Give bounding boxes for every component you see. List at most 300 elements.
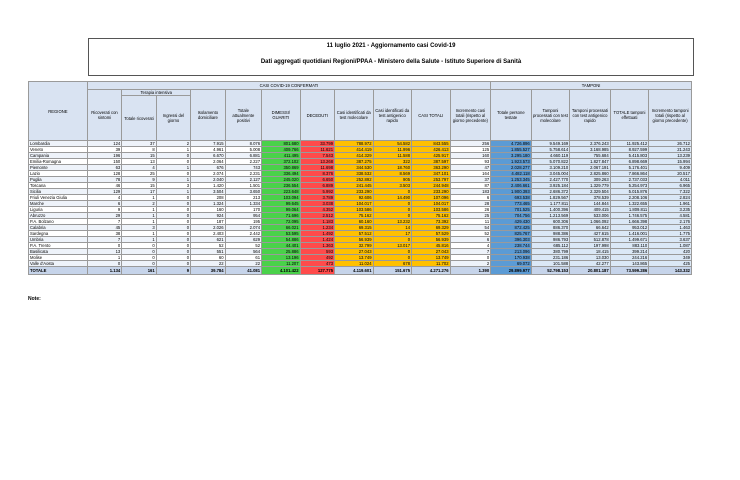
- table-cell: 2: [156, 141, 190, 147]
- table-cell: 7: [450, 249, 491, 255]
- totals-cell: 9: [156, 267, 190, 275]
- table-cell: 2.067.191: [570, 165, 611, 171]
- table-cell: 2.512: [300, 213, 334, 219]
- table-cell: 1.746.575: [610, 213, 649, 219]
- table-cell: 1: [156, 177, 190, 183]
- table-cell: 22: [191, 261, 225, 267]
- table-cell: 72.095: [262, 219, 301, 225]
- table-cell: 0: [156, 249, 190, 255]
- table-cell: 704.756: [491, 213, 532, 219]
- table-cell: 387.275: [335, 159, 374, 165]
- region-name: Sardegna: [29, 231, 88, 237]
- table-cell: 1: [122, 219, 156, 225]
- col-deceduti: DECEDUTI: [300, 90, 334, 141]
- group-header-row: [29, 82, 692, 90]
- table-cell: 905: [373, 177, 412, 183]
- table-cell: 15: [122, 183, 156, 189]
- table-cell: 0: [156, 213, 190, 219]
- table-cell: 196: [87, 153, 121, 159]
- table-cell: 11.698: [300, 165, 334, 171]
- table-cell: 883.110: [610, 243, 649, 249]
- col-incremento-casi: Incremento casi totali (rispetto al giorno precedente): [450, 90, 491, 141]
- table-cell: 629: [225, 237, 261, 243]
- table-cell: 788.972: [335, 141, 374, 147]
- totals-cell: 4.101.422: [262, 267, 301, 275]
- table-cell: 2: [122, 201, 156, 207]
- table-cell: 78: [87, 177, 121, 183]
- totals-cell: 39.784: [191, 267, 225, 275]
- table-cell: 5.176.401: [610, 165, 649, 171]
- table-cell: 0: [373, 201, 412, 207]
- col-isolamento: Isolamento domiciliare: [191, 90, 225, 141]
- table-cell: 8.076: [225, 141, 261, 147]
- table-cell: 107.096: [412, 195, 451, 201]
- table-cell: 9: [122, 177, 156, 183]
- table-cell: 69.315: [335, 225, 374, 231]
- col-ricoverati: Ricoverati con sintomi: [87, 90, 121, 141]
- table-cell: 0: [156, 255, 190, 261]
- table-cell: 238.744: [491, 243, 532, 249]
- table-cell: 1.424: [300, 237, 334, 243]
- totals-cell: 127.775: [300, 267, 334, 275]
- table-cell: 1.855.527: [491, 147, 532, 153]
- table-cell: 71.696: [262, 213, 301, 219]
- table-cell: 322: [373, 159, 412, 165]
- table-cell: 344.530: [335, 165, 374, 171]
- totals-cell: 29.899.977: [491, 267, 532, 275]
- table-cell: 3.045.004: [531, 171, 570, 177]
- table-cell: 2.227: [225, 159, 261, 165]
- region-name: Lazio: [29, 171, 88, 177]
- table-cell: 1: [122, 231, 156, 237]
- table-cell: 755.684: [570, 153, 611, 159]
- region-name: Marche: [29, 201, 88, 207]
- table-cell: 1.213.569: [531, 213, 570, 219]
- table-cell: 208: [191, 195, 225, 201]
- table-cell: 245.020: [262, 177, 301, 183]
- table-cell: 593: [300, 249, 334, 255]
- table-cell: 11.621: [300, 147, 334, 153]
- table-cell: 1.809.811: [610, 207, 649, 213]
- table-cell: 18.760: [373, 165, 412, 171]
- table-cell: 1.463: [649, 225, 692, 231]
- table-cell: 309.263: [570, 177, 611, 183]
- table-cell: 1.499.671: [610, 237, 649, 243]
- table-cell: 2.376.243: [570, 141, 611, 147]
- table-cell: 236.554: [262, 183, 301, 189]
- table-cell: 103.586: [412, 207, 451, 213]
- table-cell: 1: [122, 237, 156, 243]
- table-cell: 103.586: [335, 207, 374, 213]
- region-name: Friuli Venezia Giulia: [29, 195, 88, 201]
- table-cell: 69.072: [491, 261, 532, 267]
- col-totale-tamponi: TOTALE tamponi effettuati: [610, 90, 649, 141]
- table-cell: 0: [373, 207, 412, 213]
- table-cell: 52: [225, 243, 261, 249]
- table-cell: 693.538: [491, 195, 532, 201]
- region-name: Campania: [29, 153, 88, 159]
- table-cell: 13.749: [335, 255, 374, 261]
- table-cell: 99.064: [262, 207, 301, 213]
- table-cell: 986.793: [531, 237, 570, 243]
- table-cell: 0: [156, 207, 190, 213]
- region-name: Calabria: [29, 225, 88, 231]
- table-cell: 3.503: [373, 183, 412, 189]
- table-cell: 0: [156, 159, 190, 165]
- table-cell: 129: [87, 189, 121, 195]
- table-cell: 7: [87, 219, 121, 225]
- table-cell: 15.994: [649, 159, 692, 165]
- table-cell: 1.324: [191, 201, 225, 207]
- table-cell: 103.094: [262, 195, 301, 201]
- table-cell: 2.737.033: [610, 177, 649, 183]
- table-cell: 2.208.106: [610, 195, 649, 201]
- table-cell: 350.869: [262, 165, 301, 171]
- table-cell: 7.322: [649, 189, 692, 195]
- table-cell: 53.595: [262, 231, 301, 237]
- table-cell: 1.829.567: [531, 195, 570, 201]
- table-cell: 0: [156, 225, 190, 231]
- table-cell: 38: [87, 231, 121, 237]
- table-cell: 621: [191, 237, 225, 243]
- table-cell: 213: [225, 195, 261, 201]
- col-tamponi-molecolare: Tamponi processati con test molecolare: [531, 90, 570, 141]
- table-cell: 99.645: [262, 201, 301, 207]
- table-cell: 3.925.184: [531, 183, 570, 189]
- table-cell: 0: [156, 153, 190, 159]
- table-cell: 420: [649, 249, 692, 255]
- table-cell: 4.660.119: [531, 153, 570, 159]
- table-cell: 2.406.661: [491, 183, 532, 189]
- col-regione: REGIONE: [29, 82, 88, 141]
- table-cell: 3.168.985: [570, 147, 611, 153]
- table-cell: 1.900.393: [491, 189, 532, 195]
- table-cell: 3: [156, 183, 190, 189]
- table-cell: 213.096: [491, 249, 532, 255]
- table-cell: 1.666.398: [610, 219, 649, 225]
- group-tamponi: TAMPONI: [491, 82, 692, 90]
- table-cell: 425: [649, 261, 692, 267]
- report-header: [88, 38, 694, 76]
- table-cell: 0: [156, 243, 190, 249]
- totals-cell: 151.675: [373, 267, 412, 275]
- table-cell: 256: [450, 141, 491, 147]
- table-cell: 2.403: [191, 231, 225, 237]
- table-cell: 13.196: [262, 255, 301, 261]
- table-cell: 160: [191, 207, 225, 213]
- table-cell: 2.442: [225, 231, 261, 237]
- table-cell: 0: [156, 261, 190, 267]
- table-cell: 2.825.860: [570, 171, 611, 177]
- table-cell: 9: [87, 207, 121, 213]
- table-cell: 13: [87, 249, 121, 255]
- table-cell: 409.766: [262, 147, 301, 153]
- table-cell: 39: [87, 147, 121, 153]
- table-cell: 3.504: [191, 189, 225, 195]
- table-cell: 414.419: [335, 147, 374, 153]
- table-cell: 9.549.169: [531, 141, 570, 147]
- table-cell: 92.606: [335, 195, 374, 201]
- table-cell: 336.494: [262, 171, 301, 177]
- table-cell: 45.816: [412, 243, 451, 249]
- table-cell: 4.352: [300, 207, 334, 213]
- table-cell: 13.239: [649, 153, 692, 159]
- totals-cell: 1.390: [450, 267, 491, 275]
- region-name: Molise: [29, 255, 88, 261]
- table-cell: 924: [191, 213, 225, 219]
- table-cell: 1.400.396: [531, 207, 570, 213]
- table-cell: 29: [87, 213, 121, 219]
- table-cell: 380.799: [531, 249, 570, 255]
- table-cell: 66.642: [570, 225, 611, 231]
- table-cell: 0: [122, 243, 156, 249]
- totals-cell: 4.119.601: [335, 267, 374, 275]
- table-cell: 0: [122, 249, 156, 255]
- totals-cell: 143.332: [649, 267, 692, 275]
- table-cell: 17: [122, 189, 156, 195]
- table-cell: 8.376: [300, 171, 334, 177]
- table-cell: 25.886: [262, 249, 301, 255]
- table-cell: 411.495: [262, 153, 301, 159]
- table-cell: 825.767: [491, 231, 532, 237]
- table-cell: 125: [450, 147, 491, 153]
- table-cell: 551: [191, 249, 225, 255]
- table-cell: 104.017: [335, 201, 374, 207]
- table-cell: 387.597: [412, 159, 451, 165]
- table-cell: 2.127: [225, 177, 261, 183]
- table-cell: 6.898.669: [610, 159, 649, 165]
- table-cell: 11.024: [335, 261, 374, 267]
- totals-label: TOTALE: [29, 267, 88, 275]
- table-cell: 1.827.847: [570, 159, 611, 165]
- table-cell: 231.186: [531, 255, 570, 261]
- table-cell: 1.416.001: [610, 231, 649, 237]
- table-cell: 197.998: [570, 243, 611, 249]
- table-cell: 160: [450, 153, 491, 159]
- col-ingressi-giorno: Ingressi del giorno: [156, 96, 190, 141]
- table-cell: 170.938: [491, 255, 532, 261]
- table-cell: 8.569: [373, 171, 412, 177]
- table-cell: 6.881: [225, 153, 261, 159]
- table-cell: 4: [450, 243, 491, 249]
- table-cell: 0: [122, 255, 156, 261]
- table-cell: 21.243: [649, 147, 692, 153]
- table-cell: 57.529: [412, 231, 451, 237]
- table-cell: 143.865: [610, 261, 649, 267]
- table-cell: 13.017: [373, 243, 412, 249]
- table-cell: 54.886: [262, 237, 301, 243]
- table-cell: 2.040: [191, 177, 225, 183]
- table-cell: 6: [450, 195, 491, 201]
- table-cell: 104.017: [412, 201, 451, 207]
- table-cell: 45: [87, 225, 121, 231]
- table-cell: 75.162: [335, 213, 374, 219]
- table-cell: 1.183: [300, 219, 334, 225]
- table-cell: 2.026: [191, 225, 225, 231]
- table-cell: 11.207: [262, 261, 301, 267]
- table-cell: 26: [450, 207, 491, 213]
- table-cell: 252.892: [335, 177, 374, 183]
- table-cell: 2.824: [649, 195, 692, 201]
- table-cell: 0: [156, 231, 190, 237]
- table-cell: 183: [450, 189, 491, 195]
- table-cell: 8: [122, 147, 156, 153]
- table-cell: 3.235: [649, 207, 692, 213]
- table-cell: 1.087: [649, 243, 692, 249]
- table-cell: 25: [122, 171, 156, 177]
- table-cell: 3: [122, 225, 156, 231]
- table-cell: 1.177.811: [531, 201, 570, 207]
- table-cell: 7: [87, 237, 121, 243]
- table-cell: 18.415: [570, 249, 611, 255]
- table-cell: 6: [87, 201, 121, 207]
- table-cell: 4.581: [649, 213, 692, 219]
- table-cell: 0: [156, 201, 190, 207]
- table-cell: 1.420: [191, 183, 225, 189]
- table-cell: 954: [225, 213, 261, 219]
- region-name: Valle d'Aosta: [29, 261, 88, 267]
- totals-cell: 1.134: [87, 267, 121, 275]
- table-cell: 5.015.876: [610, 189, 649, 195]
- report-subtitle: Dati aggregati quotidiani Regioni/PPAA - Ministero della Salute - Istituto Superiore di Sanità: [260, 59, 522, 65]
- table-cell: 15: [122, 153, 156, 159]
- table-cell: 0: [87, 261, 121, 267]
- table-cell: 164: [450, 171, 491, 177]
- table-cell: 1: [156, 165, 190, 171]
- table-cell: 6.650: [300, 177, 334, 183]
- table-cell: 27.043: [335, 249, 374, 255]
- table-cell: 4.726.896: [491, 141, 532, 147]
- table-cell: 1.775: [649, 231, 692, 237]
- table-cell: 678: [373, 261, 412, 267]
- totals-cell: 161: [122, 267, 156, 275]
- table-cell: 0: [156, 219, 190, 225]
- table-cell: 0: [156, 195, 190, 201]
- table-cell: 13.232: [373, 219, 412, 225]
- table-cell: 1: [122, 207, 156, 213]
- table-cell: 144.844: [570, 201, 611, 207]
- region-name: P.A. Bolzano: [29, 219, 88, 225]
- table-cell: 13.749: [412, 255, 451, 261]
- table-cell: 8.927.599: [610, 147, 649, 153]
- table-cell: 492: [300, 255, 334, 261]
- table-cell: 0: [373, 213, 412, 219]
- region-name: Veneto: [29, 147, 88, 153]
- note-label: Note:: [28, 296, 41, 302]
- region-name: Sicilia: [29, 189, 88, 195]
- table-cell: 54.582: [373, 141, 412, 147]
- table-cell: 1: [87, 255, 121, 261]
- table-cell: 1.501: [225, 183, 261, 189]
- table-cell: 1.322.655: [610, 201, 649, 207]
- table-cell: 1.234: [300, 225, 334, 231]
- table-cell: 988.386: [531, 231, 570, 237]
- table-cell: 63: [87, 165, 121, 171]
- table-body: [29, 141, 692, 275]
- totals-cell: 73.599.286: [610, 267, 649, 275]
- table-cell: 1.363: [300, 243, 334, 249]
- table-cell: 5.008: [225, 147, 261, 153]
- table-cell: 1.923.573: [491, 159, 532, 165]
- table-cell: 0: [373, 255, 412, 261]
- report-title: 11 luglio 2021 - Aggiornamento casi Covid-19: [326, 43, 456, 49]
- table-cell: 338.532: [335, 171, 374, 177]
- table-cell: 2.074: [225, 225, 261, 231]
- table-cell: 0: [450, 255, 491, 261]
- table-cell: 128: [87, 171, 121, 177]
- table-cell: 7.543: [300, 153, 334, 159]
- col-dimessi: DIMESSI/ GUARITI: [262, 90, 301, 141]
- col-casi-molecolare: Casi identificati da test molecolare: [335, 90, 374, 141]
- table-cell: 1.334: [225, 201, 261, 207]
- table-cell: 52: [191, 243, 225, 249]
- region-name: Emilia-Romagna: [29, 159, 88, 165]
- col-casi-totali: CASI TOTALI: [412, 90, 451, 141]
- table-cell: 414.329: [335, 153, 374, 159]
- table-cell: 1.066.092: [570, 219, 611, 225]
- table-cell: 2.427.770: [531, 177, 570, 183]
- table-cell: 512.878: [570, 237, 611, 243]
- table-cell: 1: [122, 195, 156, 201]
- table-cell: 11: [450, 219, 491, 225]
- table-cell: 6.670: [191, 153, 225, 159]
- table-cell: 17: [373, 231, 412, 237]
- table-cell: 3.637: [649, 237, 692, 243]
- table-cell: 3.650: [225, 189, 261, 195]
- table-cell: 2.329.504: [570, 189, 611, 195]
- table-cell: 47: [450, 165, 491, 171]
- table-cell: 0: [156, 171, 190, 177]
- col-incremento-tamponi: Incremento tamponi totali (rispetto al giorno precedente): [649, 90, 692, 141]
- table-cell: 14.490: [373, 195, 412, 201]
- table-cell: 11.588: [373, 153, 412, 159]
- table-cell: 372.102: [262, 159, 301, 165]
- region-name: Toscana: [29, 183, 88, 189]
- table-cell: 3.789: [300, 195, 334, 201]
- table-cell: 4.011: [649, 177, 692, 183]
- table-cell: 56.939: [412, 237, 451, 243]
- table-cell: 2.176: [649, 219, 692, 225]
- table-cell: 676: [191, 165, 225, 171]
- table-cell: 37: [122, 141, 156, 147]
- region-name: Liguria: [29, 207, 88, 213]
- table-cell: 2.028.277: [491, 165, 532, 171]
- region-name: Puglia: [29, 177, 88, 183]
- table-cell: 101.588: [531, 261, 570, 267]
- col-casi-antigenico: Casi identificati da test antigenico rapido: [373, 90, 412, 141]
- table-cell: 11.925.412: [610, 141, 649, 147]
- table-cell: 399.214: [610, 249, 649, 255]
- totals-cell: 41.081: [225, 267, 261, 275]
- table-cell: 150: [87, 159, 121, 165]
- table-cell: 427.615: [570, 231, 611, 237]
- table-cell: 2.064: [191, 159, 225, 165]
- table-cell: 13.268: [300, 159, 334, 165]
- table-cell: 773.465: [491, 201, 532, 207]
- table-cell: 0: [156, 237, 190, 243]
- covid-data-table: [28, 81, 692, 275]
- table-cell: 52: [450, 231, 491, 237]
- table-cell: 9.409: [649, 165, 692, 171]
- table-cell: 57.512: [335, 231, 374, 237]
- table-cell: 241.445: [335, 183, 374, 189]
- table-cell: 7.915: [191, 141, 225, 147]
- table-cell: 33.799: [300, 141, 334, 147]
- table-cell: 56.939: [335, 237, 374, 243]
- table-cell: 2: [450, 261, 491, 267]
- table-cell: 66.021: [262, 225, 301, 231]
- table-cell: 1: [156, 147, 190, 153]
